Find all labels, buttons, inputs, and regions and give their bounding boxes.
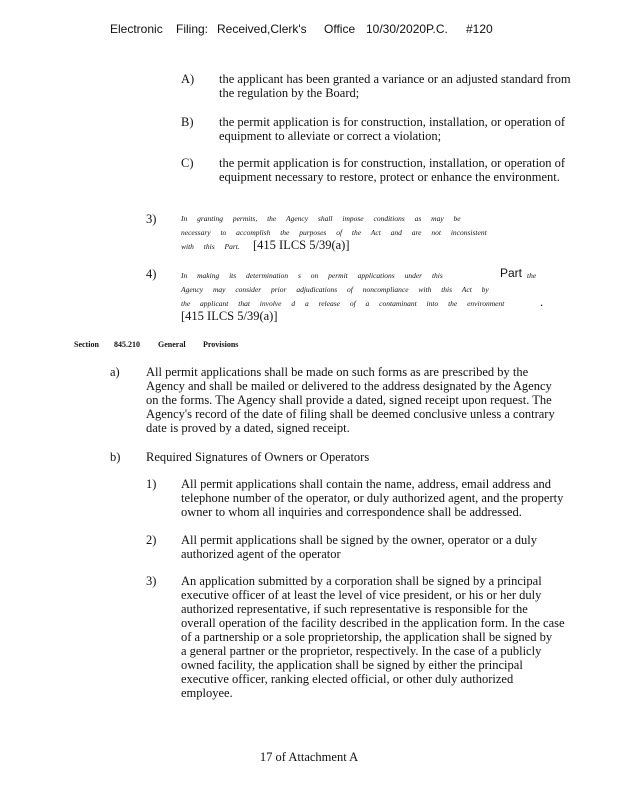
para-a-line: Agency and shall be mailed or delivered to the address designated by the Agency [146, 379, 552, 393]
item4-line2: Agency may consider prior adjudications of noncompliance with this Act by [181, 285, 489, 294]
item4-citation: [415 ILCS 5/39(a)] [181, 309, 278, 323]
item4-line3: the applicant that involve d a release of a contaminant into the environment [181, 299, 505, 308]
list-text-a: the applicant has been granted a variance or an adjusted standard from the regulation by the Board; [219, 72, 571, 100]
list-label-b: B) [181, 115, 194, 129]
sub-item-2-line: All permit applications shall be signed by the owner, operator or a duly [181, 533, 538, 547]
sub-item-3-line: authorized representative, if such representative is responsible for the [181, 602, 528, 616]
sub-item-3-line: employee. [181, 686, 233, 700]
sub-item-1-label: 1) [146, 477, 157, 491]
sub-item-3-line: owned facility, the application shall be signed by either the principal [181, 658, 523, 672]
item4-part-word: Part [500, 266, 523, 280]
sub-item-1-line: telephone number of the operator, or duly authorized agent, and the property [181, 491, 564, 505]
section-number: 845.210 [114, 340, 140, 349]
sub-item-3-label: 3) [146, 574, 157, 588]
item3-line2: necessary to accomplish the purposes of the Act and are not inconsistent [181, 228, 487, 237]
list-text-c: the permit application is for construction, installation, or operation of equipment necessary to restore, protect or enhance the environment. [219, 156, 566, 184]
section-title-general: General [158, 340, 186, 349]
sub-item-3-line: overall operation of the facility described in the application form. In the case [181, 616, 565, 630]
header-filing: Filing: [176, 22, 209, 36]
sub-item-3-line: of a partnership or a sole proprietorship, the application shall be signed by [181, 630, 553, 644]
header-received: Received,Clerk's [217, 22, 307, 36]
section-title-provisions: Provisions [203, 340, 239, 349]
sub-item-1-line: owner to whom all inquiries and correspondence shall be addressed. [181, 505, 522, 519]
item4-line1-end: the [527, 271, 537, 280]
item4-line1: In making its determination s on permit applications under this [181, 271, 443, 280]
sub-item-3-line: executive officer of at least the level of vice president, or his or her duly [181, 588, 542, 602]
para-a-line: on the forms. The Agency shall provide a dated, signed receipt upon request. The [146, 393, 552, 407]
header-office: Office [324, 22, 356, 36]
header-number: #120 [466, 22, 493, 36]
para-a-line: All permit applications shall be made on such forms as are prescribed by the [146, 365, 529, 379]
para-a-label: a) [110, 365, 120, 379]
sub-item-2-label: 2) [146, 533, 157, 547]
page-footer: 17 of Attachment A [259, 750, 359, 764]
item3-citation: [415 ILCS 5/39(a)] [253, 238, 350, 252]
sub-item-2-line: authorized agent of the operator [181, 547, 341, 561]
sub-item-3-line: An application submitted by a corporation shall be signed by a principal [181, 574, 542, 588]
sub-item-2-text [181, 533, 591, 561]
item3-line1: In granting permits, the Agency shall impose conditions as may be [181, 214, 461, 223]
para-a-text [146, 365, 596, 435]
item4-label: 4) [146, 267, 157, 281]
sub-item-3-text [181, 574, 591, 700]
para-a-line: Agency's record of the date of filing shall be deemed conclusive unless a contrary [146, 407, 555, 421]
sub-item-1-text [181, 477, 591, 519]
header-electronic: Electronic [110, 22, 163, 36]
item3-line3: with this Part. [181, 242, 240, 251]
para-b-title: Required Signatures of Owners or Operators [146, 450, 370, 464]
sub-item-1-line: All permit applications shall contain the name, address, email address and [181, 477, 552, 491]
sub-item-3-line: executive officer, ranking elected official, or other duly authorized [181, 672, 514, 686]
list-text-b: the permit application is for construction, installation, or operation of equipment to alleviate or correct a violation; [219, 115, 566, 143]
sub-item-3-line: a general partner or the proprietor, respectively. In the case of a publicly [181, 644, 542, 658]
para-a-line: date is proved by a dated, signed receipt. [146, 421, 350, 435]
para-b-label: b) [110, 450, 121, 464]
item4-period: . [540, 295, 544, 309]
header-date: 10/30/2020P.C. [366, 22, 448, 36]
list-label-a: A) [181, 72, 195, 86]
item3-label: 3) [146, 212, 157, 226]
section-label: Section [74, 340, 99, 349]
list-label-c: C) [181, 156, 194, 170]
